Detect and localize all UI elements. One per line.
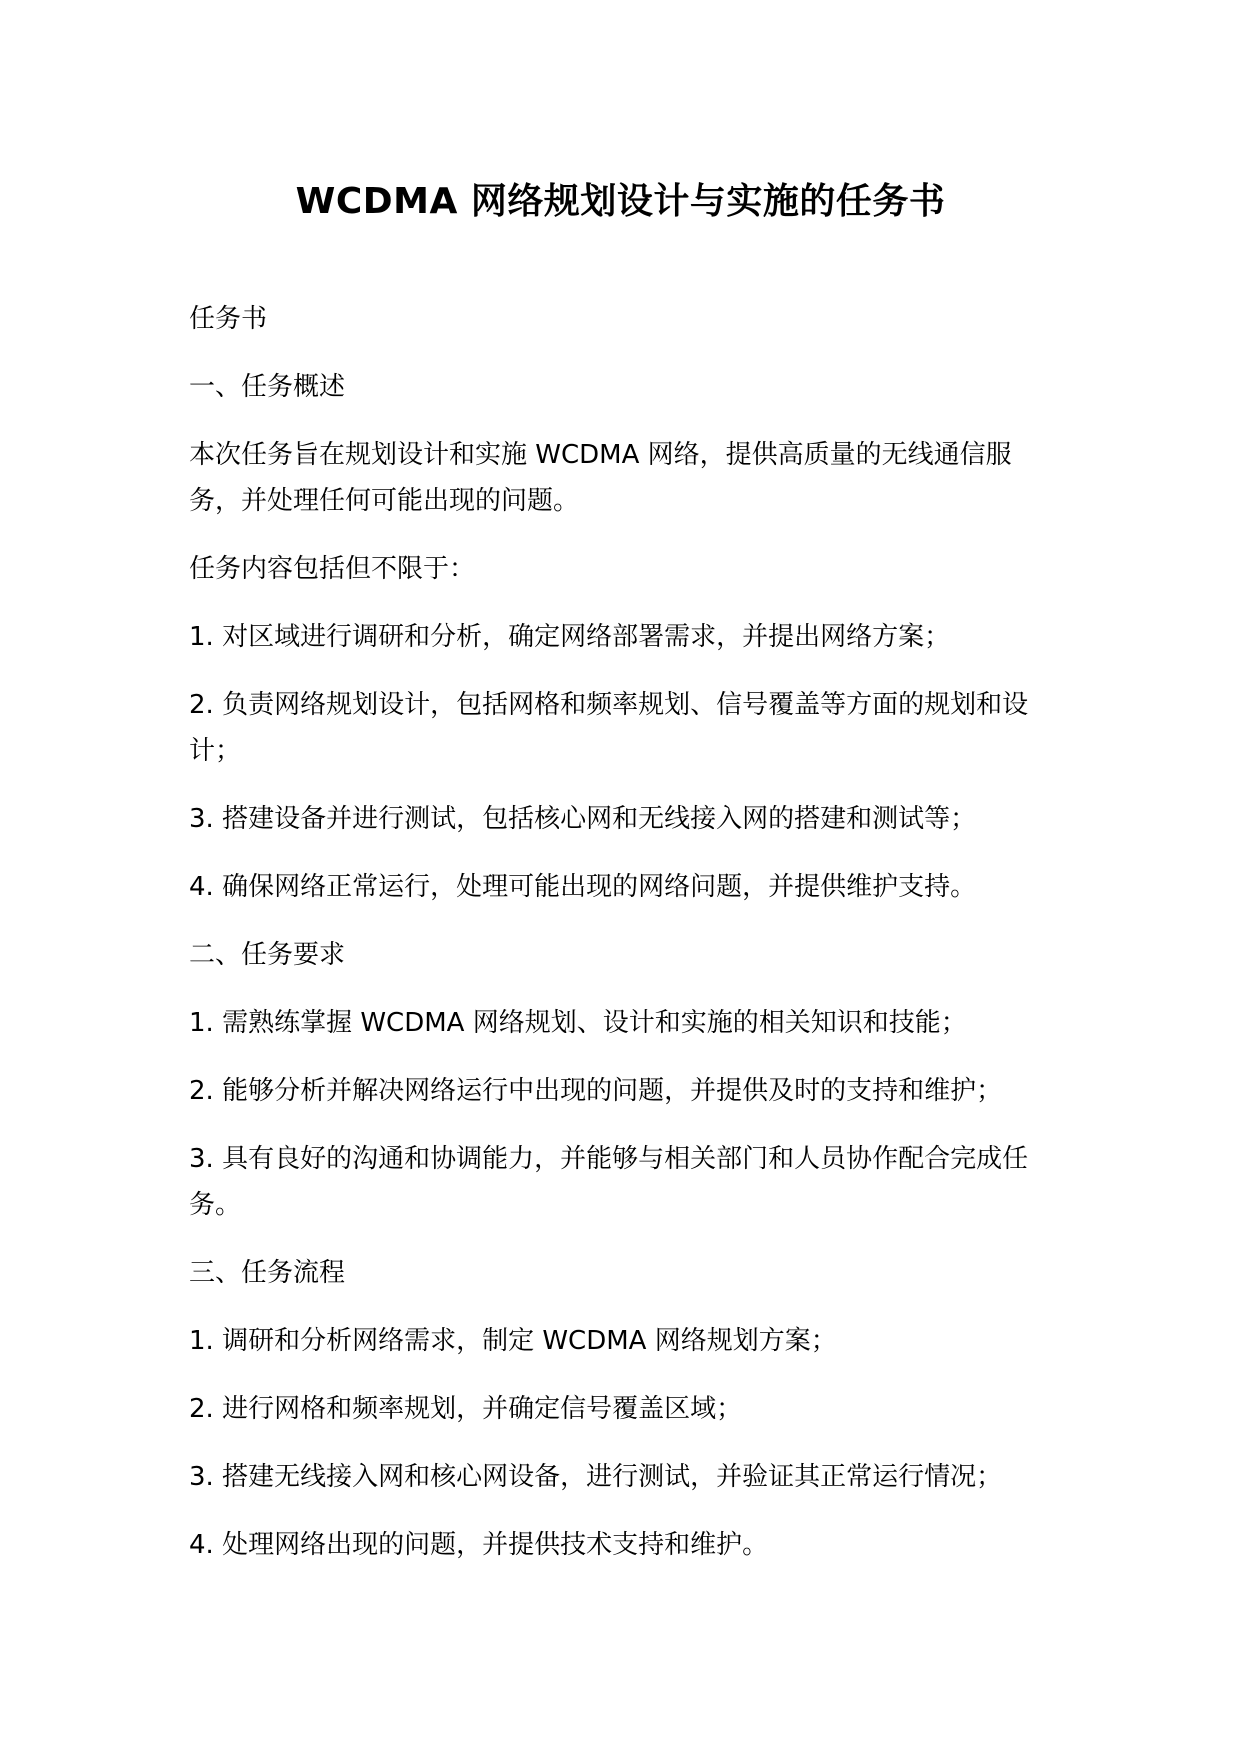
list-item-content-3: 3. 搭建设备并进行测试，包括核心网和无线接入网的搭建和测试等； [189, 804, 977, 834]
list-item-process-3: 3. 搭建无线接入网和核心网设备，进行测试，并验证其正常运行情况； [189, 1462, 1003, 1492]
list-item-content-2: 2. 负责网络规划设计，包括网格和频率规划、信号覆盖等方面的规划和设计； [189, 690, 1029, 766]
list-item-process-2: 2. 进行网格和频率规划，并确定信号覆盖区域； [189, 1394, 743, 1424]
paragraph-overview: 本次任务旨在规划设计和实施 WCDMA 网络，提供高质量的无线通信服务，并处理任何可能出现的问题。 [189, 440, 1012, 516]
list-item-requirement-3: 3. 具有良好的沟通和协调能力，并能够与相关部门和人员协作配合完成任务。 [189, 1144, 1029, 1220]
list-item-process-4: 4. 处理网络出现的问题，并提供技术支持和维护。 [189, 1530, 769, 1560]
list-item-process-1: 1. 调研和分析网络需求，制定 WCDMA 网络规划方案； [189, 1326, 837, 1356]
paragraph-task-book: 任务书 [189, 304, 268, 334]
heading-process: 三、任务流程 [189, 1258, 346, 1288]
list-item-content-4: 4. 确保网络正常运行，处理可能出现的网络问题，并提供维护支持。 [189, 872, 977, 902]
document-title: WCDMA 网络规划设计与实施的任务书 [295, 181, 946, 222]
list-item-requirement-1: 1. 需熟练掌握 WCDMA 网络规划、设计和实施的相关知识和技能； [189, 1008, 967, 1038]
list-item-requirement-2: 2. 能够分析并解决网络运行中出现的问题，并提供及时的支持和维护； [189, 1076, 1003, 1106]
document-body [189, 296, 1049, 1590]
heading-requirements: 二、任务要求 [189, 940, 346, 970]
heading-overview: 一、任务概述 [189, 372, 346, 402]
list-item-content-1: 1. 对区域进行调研和分析，确定网络部署需求，并提出网络方案； [189, 622, 951, 652]
paragraph-content-intro: 任务内容包括但不限于： [189, 554, 476, 584]
